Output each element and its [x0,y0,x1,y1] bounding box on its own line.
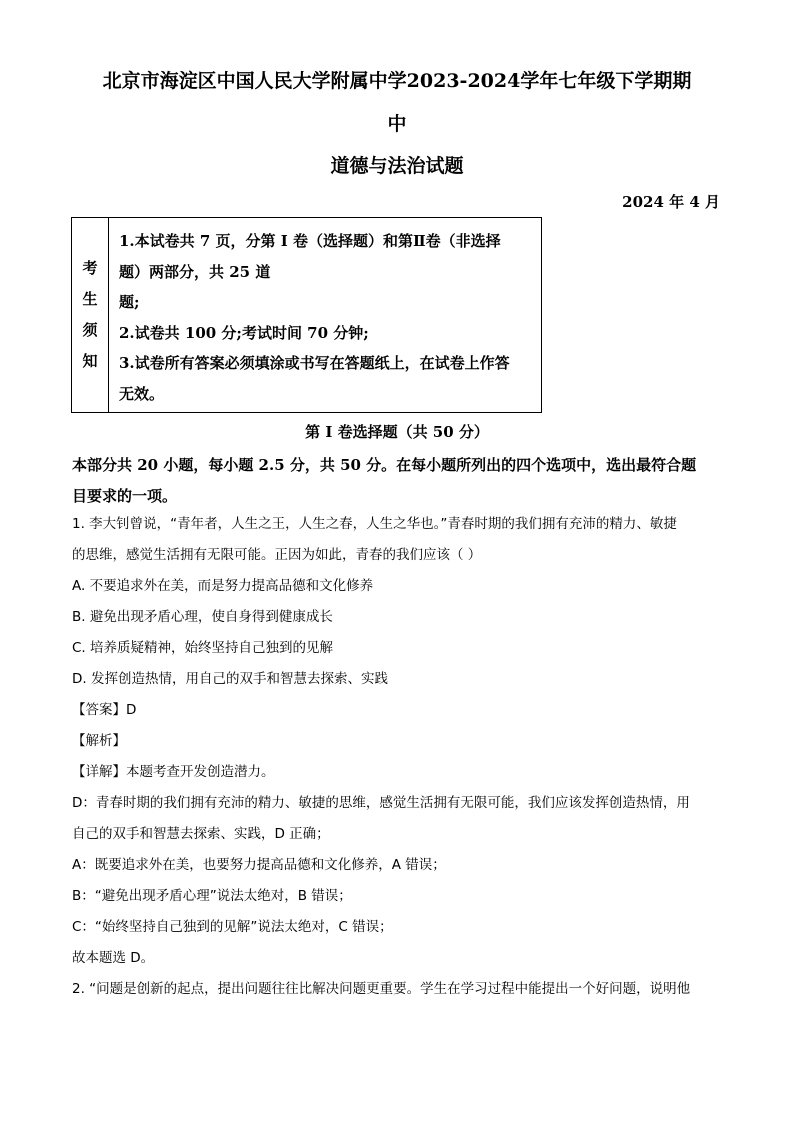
question1-option-c: C. 培养质疑精神，始终坚持自己独到的见解 [72,640,334,656]
explanation-line: B：“避免出现矛盾心理”说法太绝对，B 错误； [72,888,352,904]
notice-line: 3.试卷所有答案必须填涂或书写在答题纸上，在试卷上作答 [119,354,510,372]
notice-label-char: 知 [82,352,98,370]
notice-label-char: 须 [82,321,98,339]
question1-stem-line: 1. 李大钊曾说，“青年者，人生之王，人生之春，人生之华也。”青春时期的我们拥有充沛的精力、敏捷 [72,516,677,532]
instruction-line: 本部分共 20 小题，每小题 2.5 分，共 50 分。在每小题所列出的四个选项中，选出最符合题 [72,456,697,474]
candidate-notice-box [71,217,542,413]
exam-subtitle: 道德与法治试题 [330,155,464,177]
notice-line: 1.本试卷共 7 页，分第 I 卷（选择题）和第Ⅱ卷（非选择 [119,232,501,250]
notice-label [72,218,109,412]
answer-tag: 【答案】 [72,702,126,718]
section-instructions [72,450,724,512]
question1-option-a: A. 不要追求外在美，而是努力提高品德和文化修养 [72,578,374,594]
section-heading: 第 I 卷选择题（共 50 分） [305,423,489,441]
exam-title-line2: 中 [387,113,407,135]
analysis-tag: 【解析】 [72,733,126,749]
notice-line: 2.试卷共 100 分;考试时间 70 分钟; [119,323,369,342]
notice-content [109,218,541,412]
notice-label-char: 生 [82,290,98,308]
question1-stem-line: 的思维，感觉生活拥有无限可能。正因为如此，青春的我们应该（ ） [72,547,482,563]
question-content [72,509,724,1005]
explanation-line: A：既要追求外在美，也要努力提高品德和文化修养，A 错误； [72,857,446,873]
detail-text: 本题考查开发创造潜力。 [126,764,275,780]
notice-label-char: 考 [82,259,98,277]
explanation-line: 自己的双手和智慧去探索、实践，D 正确； [72,826,330,842]
exam-title-line1: 北京市海淀区中国人民大学附属中学2023-2024学年七年级下学期期 [102,70,692,92]
detail-tag: 【详解】 [72,764,126,780]
question1-option-b: B. 避免出现矛盾心理，使自身得到健康成长 [72,609,333,625]
detail-line [72,757,724,788]
explanation-line: 故本题选 D。 [72,950,155,966]
explanation-line: C：“始终坚持自己独到的见解”说法太绝对，C 错误； [72,919,393,935]
notice-line: 无效。 [119,384,165,403]
explanation-line: D：青春时期的我们拥有充沛的精力、敏捷的思维，感觉生活拥有无限可能，我们应该发挥创造热情，用 [72,795,690,811]
exam-date: 2024 年 4 月 [622,193,720,211]
question1-option-d: D. 发挥创造热情，用自己的双手和智慧去探索、实践 [72,671,388,687]
notice-line: 题; [119,293,140,311]
answer-line [72,695,724,726]
notice-line: 题）两部分，共 25 道 [119,262,271,281]
instruction-line: 目要求的一项。 [72,487,178,505]
question2-stem-line: 2. “问题是创新的起点，提出问题往往比解决问题更重要。学生在学习过程中能提出一个好问题，说明他 [72,981,691,997]
answer-value: D [126,702,137,718]
